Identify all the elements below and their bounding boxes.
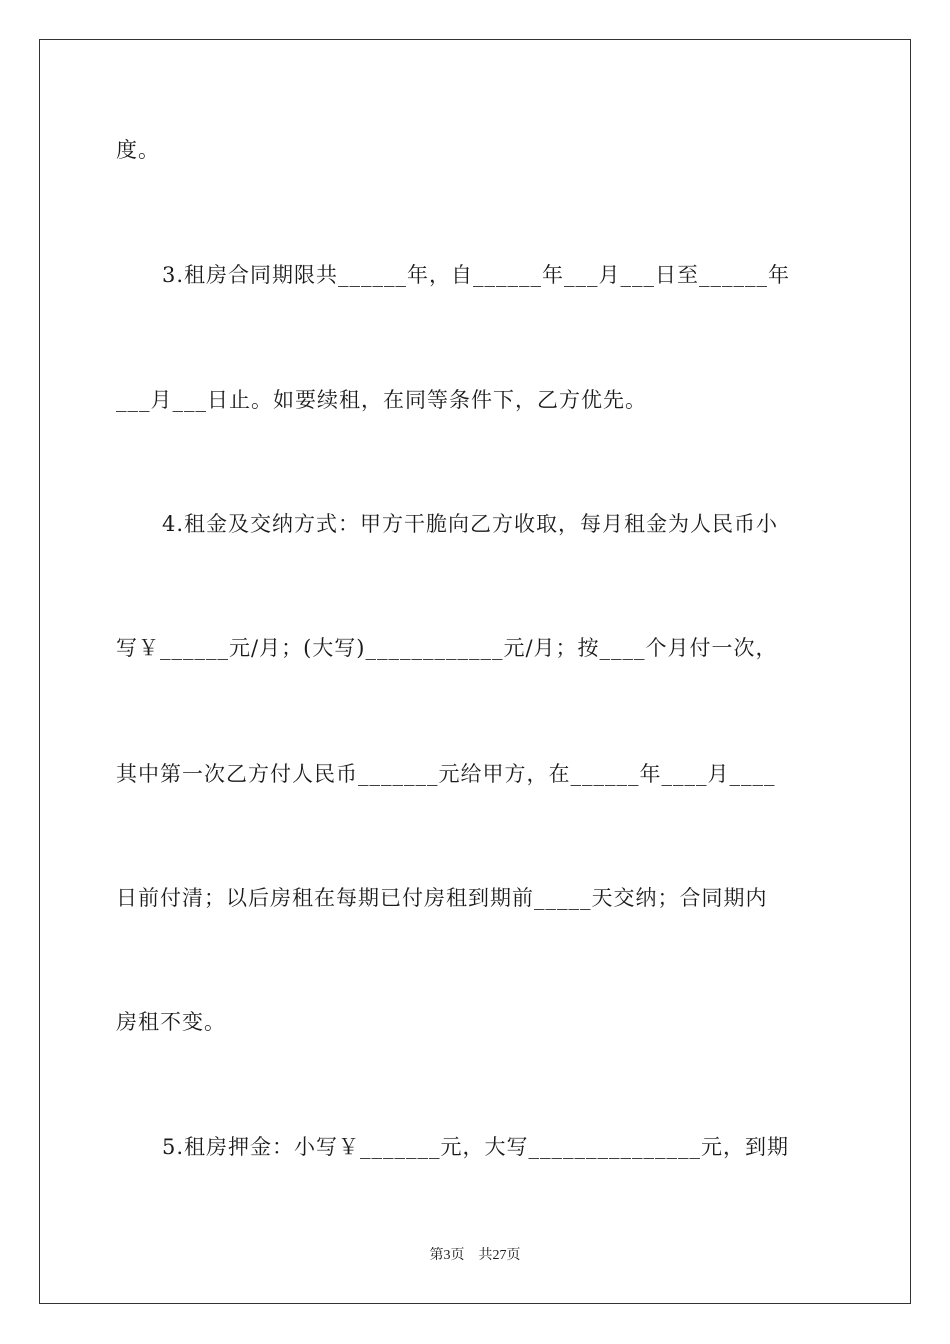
text-line-3: ___月___日止。如要续租，在同等条件下，乙方优先。	[116, 388, 647, 412]
text-line-4: 4.租金及交纳方式：甲方干脆向乙方收取，每月租金为人民币小	[162, 512, 779, 536]
text-line-7: 日前付清；以后房租在每期已付房租到期前_____天交纳；合同期内	[116, 886, 768, 910]
text-line-8: 房租不变。	[116, 1010, 226, 1034]
text-line-5: 写￥______元/月；(大写)____________元/月；按____个月付一次，	[116, 636, 778, 660]
text-line-6: 其中第一次乙方付人民币_______元给甲方，在______年____月____	[116, 762, 776, 786]
text-line-1: 度。	[116, 138, 160, 162]
page-footer: 第3页 共27页	[429, 1248, 521, 1263]
text-line-2: 3.租房合同期限共______年，自______年___月___日至______年	[162, 263, 791, 287]
text-line-9: 5.租房押金：小写￥_______元，大写_______________元，到期	[162, 1135, 790, 1159]
page-border	[39, 39, 911, 1304]
